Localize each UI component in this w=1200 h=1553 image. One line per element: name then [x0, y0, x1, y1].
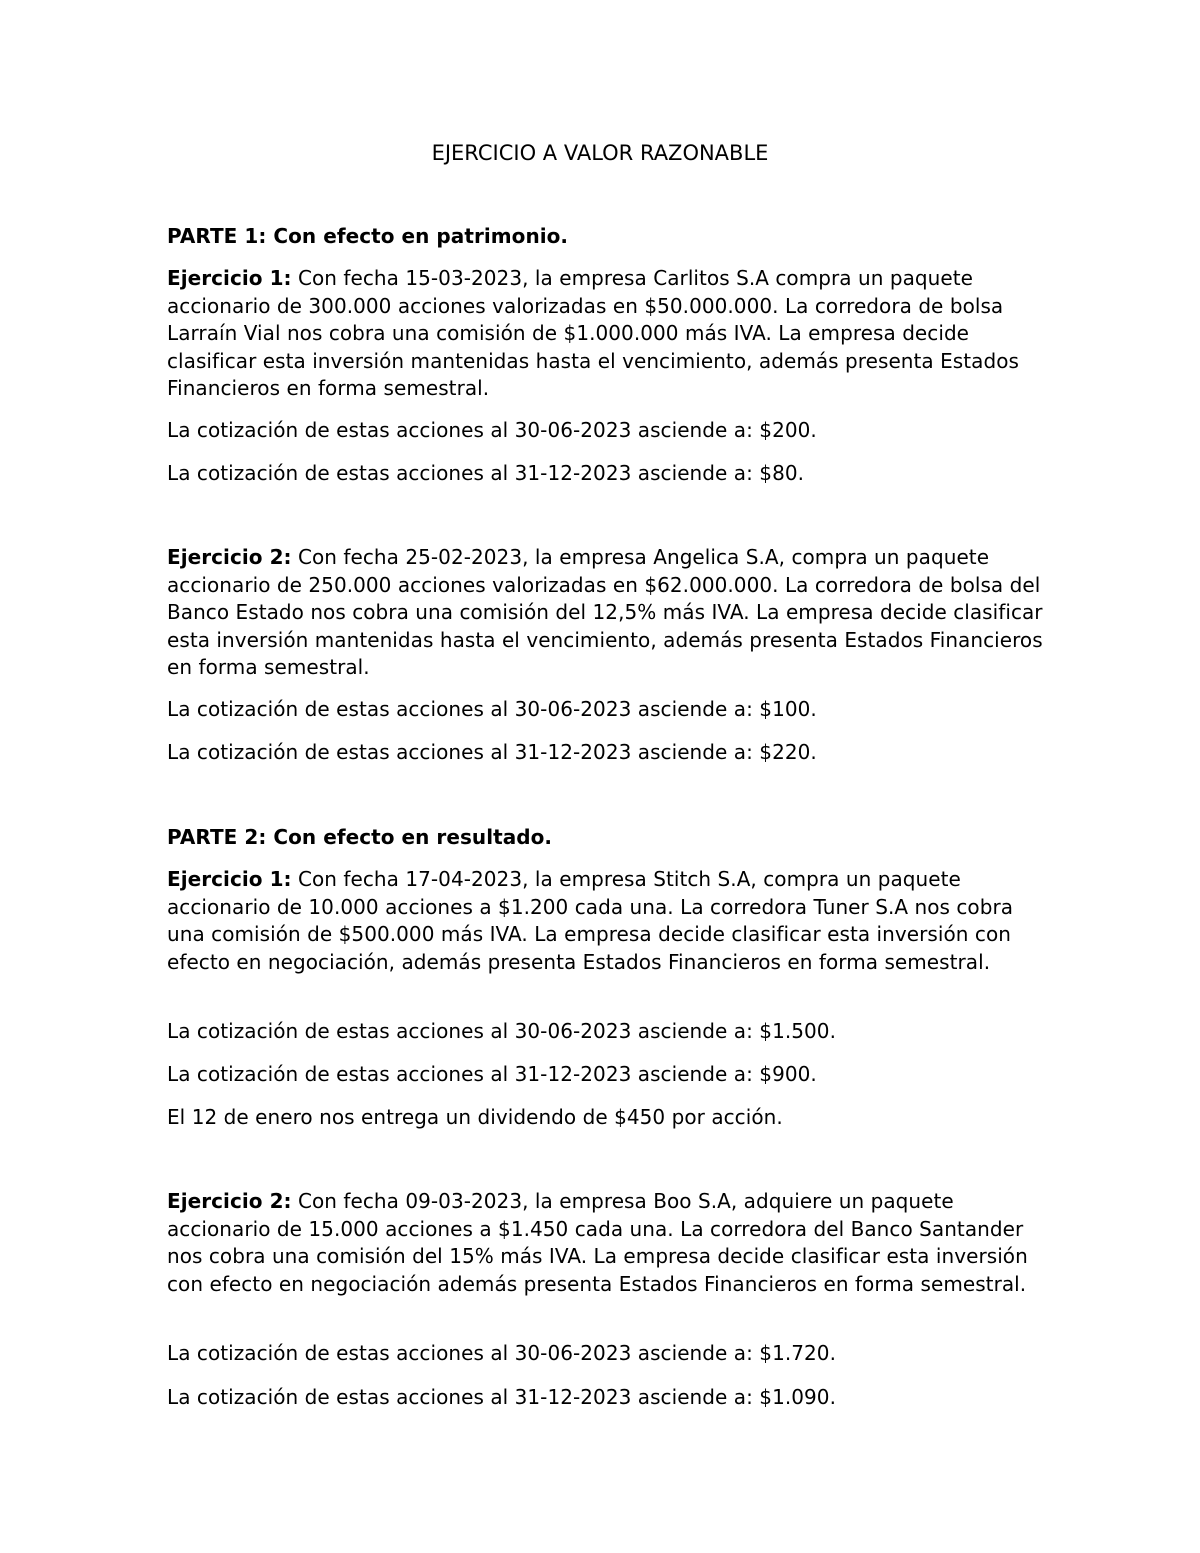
parte2-ejercicio2-paragraph — [167, 1188, 1047, 1298]
parte2-ejercicio2-cotizacion-junio: La cotización de estas acciones al 30-06-2023 asciende a: $1.720. — [167, 1341, 836, 1365]
parte1-ejercicio1-label: Ejercicio 1: — [167, 266, 292, 290]
parte2-ejercicio2-label: Ejercicio 2: — [167, 1189, 292, 1213]
parte1-ejercicio1-text: Con fecha 15-03-2023, la empresa Carlitos S.A compra un paquete accionario de 300.000 acciones valorizadas en $50.000.000. La corredora de bolsa Larraín Vial nos cobra una comisión de $1.000.000 más IVA. La empresa decide clasificar esta inversión mantenidas hasta el vencimiento, además presenta Estados Financieros en forma semestral. — [167, 266, 1019, 400]
parte1-ejercicio2-paragraph — [167, 544, 1047, 682]
parte1-ejercicio1-cotizacion-junio: La cotización de estas acciones al 30-06-2023 asciende a: $200. — [167, 418, 817, 442]
document-title: EJERCICIO A VALOR RAZONABLE — [431, 141, 769, 165]
parte2-ejercicio1-text: Con fecha 17-04-2023, la empresa Stitch S.A, compra un paquete accionario de 10.000 acciones a $1.200 cada una. La corredora Tuner S.A nos cobra una comisión de $500.000 más IVA. La empresa decide clasificar esta inversión con efecto en negociación, además presenta Estados Financieros en forma semestral. — [167, 867, 1014, 974]
parte2-ejercicio2-text: Con fecha 09-03-2023, la empresa Boo S.A, adquiere un paquete accionario de 15.000 acciones a $1.450 cada una. La corredora del Banco Santander nos cobra una comisión del 15% más IVA. La empresa decide clasificar esta inversión con efecto en negociación además presenta Estados Financieros en forma semestral. — [167, 1189, 1028, 1296]
parte1-ejercicio2-text: Con fecha 25-02-2023, la empresa Angelica S.A, compra un paquete accionario de 250.000 acciones valorizadas en $62.000.000. La corredora de bolsa del Banco Estado nos cobra una comisión del 12,5% más IVA. La empresa decide clasificar esta inversión mantenidas hasta el vencimiento, además presenta Estados Financieros en forma semestral. — [167, 545, 1043, 679]
parte1-heading: PARTE 1: Con efecto en patrimonio. — [167, 224, 569, 248]
parte1-ejercicio1-paragraph — [167, 265, 1047, 403]
parte2-ejercicio1-cotizacion-diciembre: La cotización de estas acciones al 31-12-2023 asciende a: $900. — [167, 1062, 817, 1086]
parte2-ejercicio1-label: Ejercicio 1: — [167, 867, 292, 891]
parte2-ejercicio2-cotizacion-diciembre: La cotización de estas acciones al 31-12-2023 asciende a: $1.090. — [167, 1385, 836, 1409]
parte2-ejercicio1-dividendo: El 12 de enero nos entrega un dividendo de $450 por acción. — [167, 1105, 783, 1129]
parte2-ejercicio1-paragraph — [167, 866, 1047, 976]
parte1-ejercicio1-cotizacion-diciembre: La cotización de estas acciones al 31-12-2023 asciende a: $80. — [167, 461, 805, 485]
parte1-ejercicio2-cotizacion-diciembre: La cotización de estas acciones al 31-12-2023 asciende a: $220. — [167, 740, 817, 764]
parte2-heading: PARTE 2: Con efecto en resultado. — [167, 825, 553, 849]
parte1-ejercicio2-cotizacion-junio: La cotización de estas acciones al 30-06-2023 asciende a: $100. — [167, 697, 817, 721]
parte1-ejercicio2-label: Ejercicio 2: — [167, 545, 292, 569]
parte2-ejercicio1-cotizacion-junio: La cotización de estas acciones al 30-06-2023 asciende a: $1.500. — [167, 1019, 836, 1043]
